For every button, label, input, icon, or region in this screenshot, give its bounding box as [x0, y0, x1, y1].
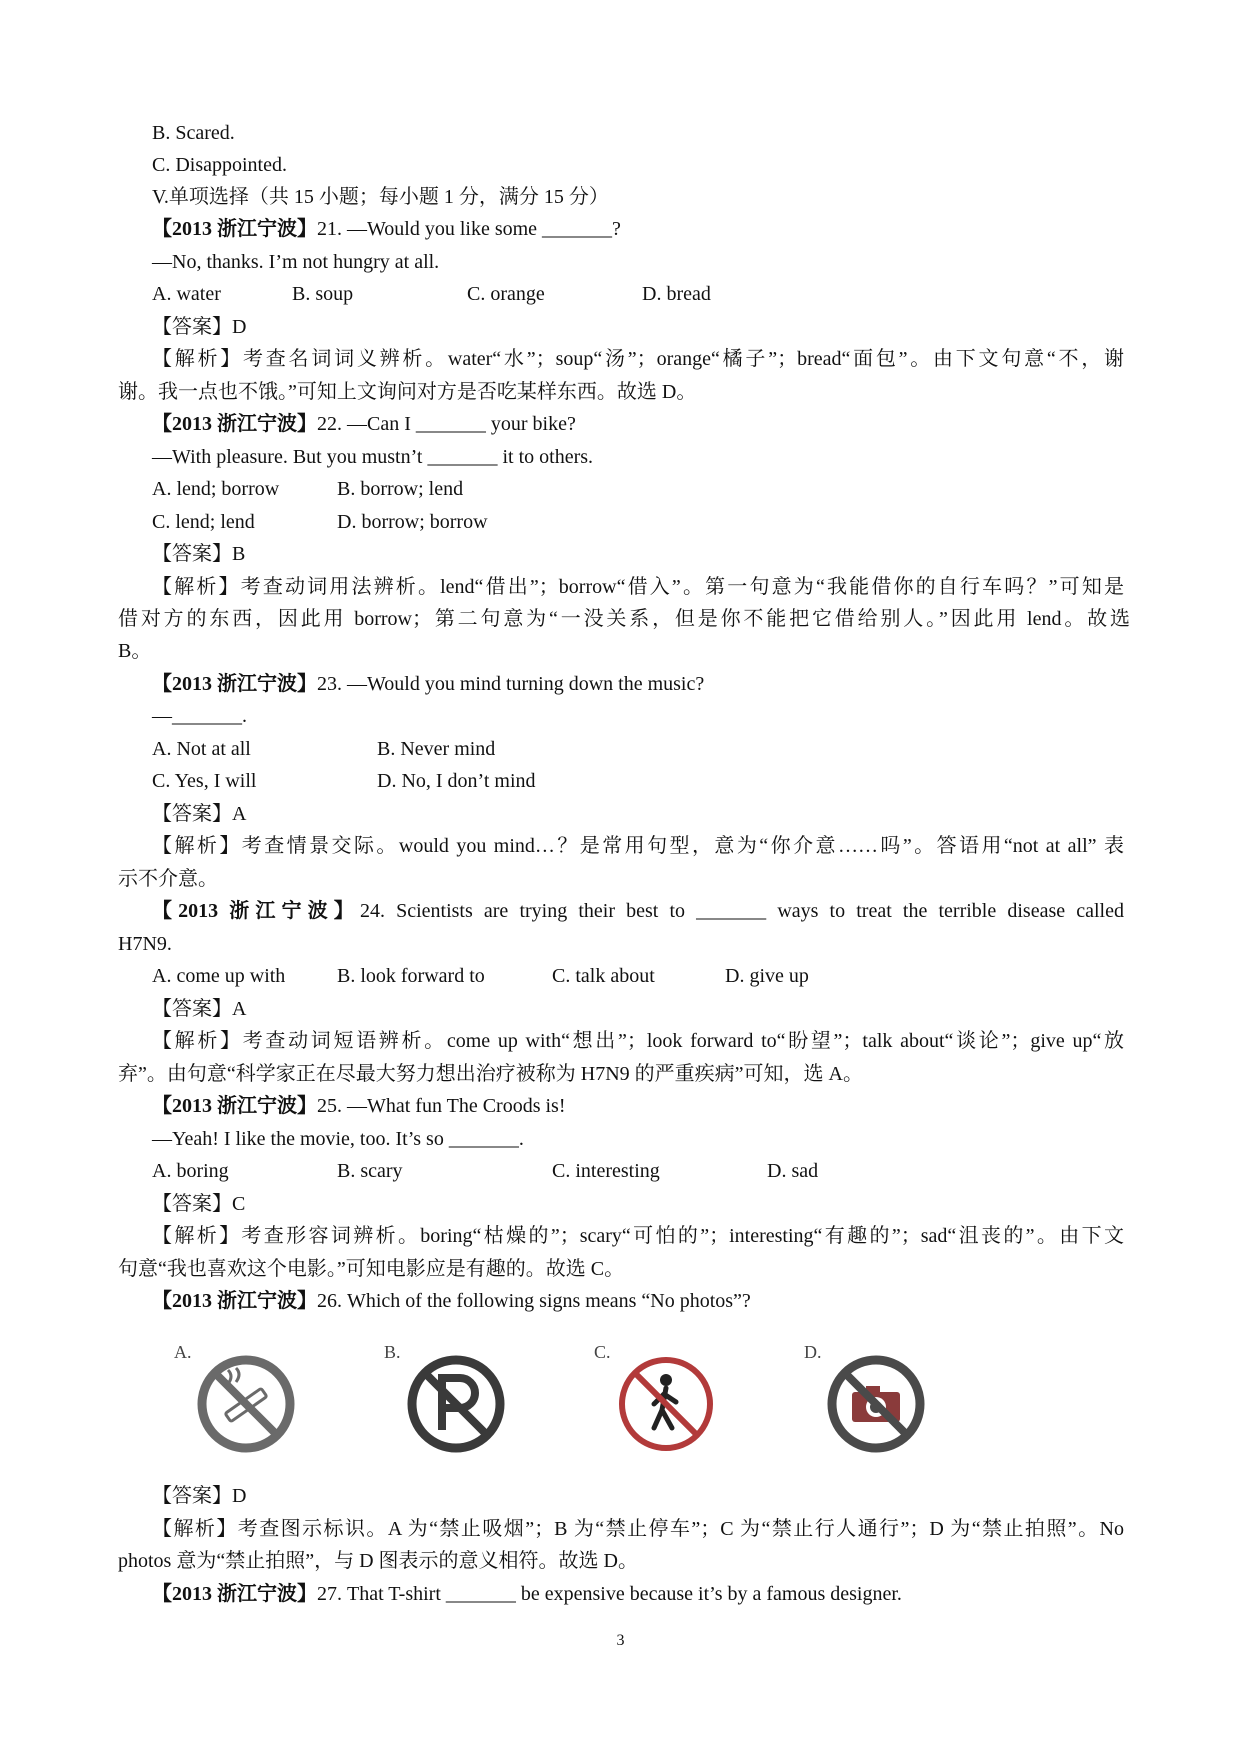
section-heading: V.单项选择（共 15 小题；每小题 1 分，满分 15 分） — [152, 186, 609, 208]
q21-option-d: D. bread — [642, 283, 711, 305]
q22-explanation-2: 借对方的东西，因此用 borrow；第二句意为“一没关系，但是你不能把它借给别人。”因此用 lend。故选 — [118, 608, 1130, 630]
q24-option-d: D. give up — [725, 965, 809, 987]
q23-option-c: C. Yes, I will — [152, 770, 257, 792]
q23-option-d: D. No, I don’t mind — [377, 770, 536, 792]
q25-option-c: C. interesting — [552, 1160, 660, 1182]
sign-d — [804, 1340, 944, 1470]
q23-option-b: B. Never mind — [377, 738, 496, 760]
q23-explanation-2: 示不介意。 — [118, 868, 218, 890]
q22-option-d: D. borrow; borrow — [337, 511, 488, 533]
q26-signs — [152, 1340, 972, 1470]
q22-stem: 【2013 浙江宁波】22. —Can I _______ your bike? — [152, 413, 576, 435]
sign-b — [384, 1340, 524, 1470]
sign-c — [594, 1340, 734, 1470]
q23-stem: 【2013 浙江宁波】23. —Would you mind turning down the music? — [152, 673, 705, 695]
q24-explanation-1: 【解析】考查动词短语辨析。come up with“想出”；look forward to“盼望”；talk about“谈论”；give up“放 — [152, 1030, 1124, 1052]
q25-option-d: D. sad — [767, 1160, 819, 1182]
q22-reply: —With pleasure. But you mustn’t _______ it to others. — [152, 446, 594, 468]
q25-reply: —Yeah! I like the movie, too. It’s so _______. — [152, 1128, 524, 1150]
q22-explanation-3: B。 — [118, 640, 152, 662]
option-c-disappointed: C. Disappointed. — [152, 154, 287, 176]
q24-option-b: B. look forward to — [337, 965, 485, 987]
q26-stem: 【2013 浙江宁波】26. Which of the following signs means “No photos”? — [152, 1290, 751, 1312]
no-photos-icon — [826, 1354, 926, 1454]
q21-explanation-1: 【解析】考查名词词义辨析。water“水”；soup“汤”；orange“橘子”；bread“面包”。由下文句意“不，谢 — [152, 348, 1124, 370]
q23-option-a: A. Not at all — [152, 738, 251, 760]
q24-option-c: C. talk about — [552, 965, 655, 987]
q24-stem-2: H7N9. — [118, 933, 172, 955]
q25-answer: 【答案】C — [152, 1193, 246, 1215]
q24-explanation-2: 弃”。由句意“科学家正在尽最大努力想出治疗被称为 H7N9 的严重疾病”可知，选 A。 — [118, 1063, 863, 1085]
q26-explanation-2: photos 意为“禁止拍照”，与 D 图表示的意义相符。故选 D。 — [118, 1550, 638, 1572]
q25-explanation-2: 句意“我也喜欢这个电影。”可知电影应是有趣的。故选 C。 — [118, 1258, 625, 1280]
q24-stem: 【2013 浙江宁波】24. Scientists are trying their best to _______ ways to treat the terrible disease called — [152, 900, 1124, 922]
q24-option-a: A. come up with — [152, 965, 286, 987]
q22-option-a: A. lend; borrow — [152, 478, 280, 500]
page-number: 3 — [616, 1632, 625, 1649]
q22-option-c: C. lend; lend — [152, 511, 255, 533]
q25-option-b: B. scary — [337, 1160, 403, 1182]
sign-a-letter: A. — [174, 1342, 192, 1362]
q21-stem: 【2013 浙江宁波】21. —Would you like some _______? — [152, 218, 621, 240]
q21-option-c: C. orange — [467, 283, 545, 305]
no-pedestrian-icon — [616, 1354, 716, 1454]
sign-c-letter: C. — [594, 1342, 611, 1362]
q22-option-b: B. borrow; lend — [337, 478, 464, 500]
q25-explanation-1: 【解析】考查形容词辨析。boring“枯燥的”；scary“可怕的”；interesting“有趣的”；sad“沮丧的”。由下文 — [152, 1225, 1124, 1247]
no-parking-icon — [406, 1354, 506, 1454]
q21-reply: —No, thanks. I’m not hungry at all. — [152, 251, 440, 273]
q26-explanation-1: 【解析】考查图示标识。A 为“禁止吸烟”；B 为“禁止停车”；C 为“禁止行人通行”；D 为“禁止拍照”。No — [152, 1518, 1124, 1540]
q21-option-a: A. water — [152, 283, 221, 305]
q23-reply: —_______. — [152, 705, 247, 727]
q26-answer: 【答案】D — [152, 1485, 247, 1507]
q22-answer: 【答案】B — [152, 543, 246, 565]
q23-answer: 【答案】A — [152, 803, 247, 825]
q21-answer: 【答案】D — [152, 316, 247, 338]
q21-explanation-2: 谢。我一点也不饿。”可知上文询问对方是否吃某样东西。故选 D。 — [118, 381, 697, 403]
q23-explanation-1: 【解析】考查情景交际。would you mind…？是常用句型，意为“你介意……吗”。答语用“not at all” 表 — [152, 835, 1124, 857]
q22-explanation-1: 【解析】考查动词用法辨析。lend“借出”；borrow“借入”。第一句意为“我能借你的自行车吗？”可知是 — [152, 576, 1124, 598]
q25-stem: 【2013 浙江宁波】25. —What fun The Croods is! — [152, 1095, 566, 1117]
no-smoking-icon — [196, 1354, 296, 1454]
sign-a — [174, 1340, 314, 1470]
q25-option-a: A. boring — [152, 1160, 229, 1182]
sign-b-letter: B. — [384, 1342, 401, 1362]
q24-answer: 【答案】A — [152, 998, 247, 1020]
q21-option-b: B. soup — [292, 283, 354, 305]
sign-d-letter: D. — [804, 1342, 822, 1362]
q27-stem: 【2013 浙江宁波】27. That T-shirt _______ be expensive because it’s by a famous designer. — [152, 1583, 902, 1605]
option-b-scared: B. Scared. — [152, 122, 235, 144]
